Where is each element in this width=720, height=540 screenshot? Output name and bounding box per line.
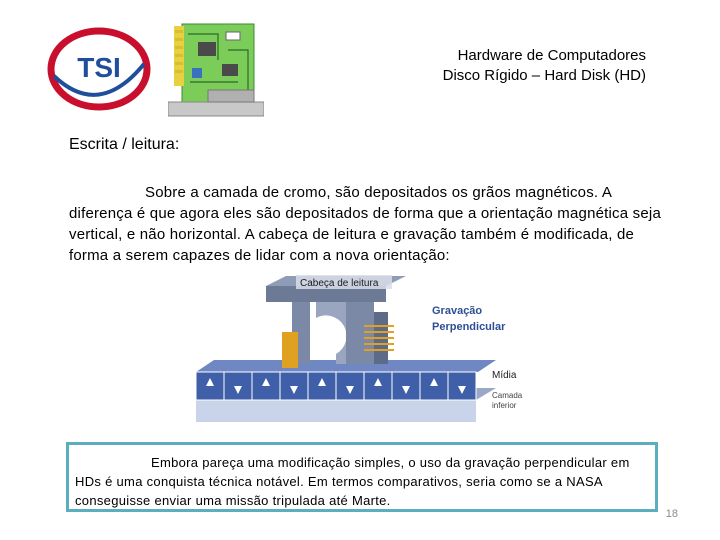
label-lower-layer-line2: inferior <box>492 401 517 410</box>
write-coil-left <box>282 332 298 368</box>
page-number: 18 <box>665 508 678 520</box>
section-title: Escrita / leitura: <box>69 136 180 153</box>
media-grains <box>196 360 496 400</box>
header-line-2: Disco Rígido – Hard Disk (HD) <box>442 67 646 84</box>
label-perpendicular-line2: Perpendicular <box>432 321 506 333</box>
label-perpendicular-line1: Gravação <box>432 305 483 317</box>
body-paragraph: Sobre a camada de cromo, são depositados os grãos magnéticos. A diferença é que agora eles são depositados de forma que a orientação magnética seja vertical, e não horizontal. A cabeça de leitura e gravação também é modificada, de forma a serem capazes de lidar com a nova orientação: <box>69 184 661 264</box>
body-paragraph-container <box>69 182 673 266</box>
expansion-card-illustration <box>168 20 264 122</box>
perpendicular-recording-diagram <box>196 272 528 424</box>
label-read-head: Cabeça de leitura <box>300 278 379 289</box>
tsi-logo <box>44 24 154 114</box>
label-media: Mídia <box>492 370 517 381</box>
logo-text: TSI <box>77 52 121 83</box>
slide-header <box>443 46 646 86</box>
note-box <box>66 442 658 512</box>
label-lower-layer-line1: Camada <box>492 391 523 400</box>
note-text: Embora pareça uma modificação simples, o uso da gravação perpendicular em HDs é uma conquista técnica notável. Em termos comparativos, seria como se a NASA conseguisse enviar uma missão tripulada até Marte. <box>75 455 630 508</box>
header-line-1: Hardware de Computadores <box>457 47 646 64</box>
